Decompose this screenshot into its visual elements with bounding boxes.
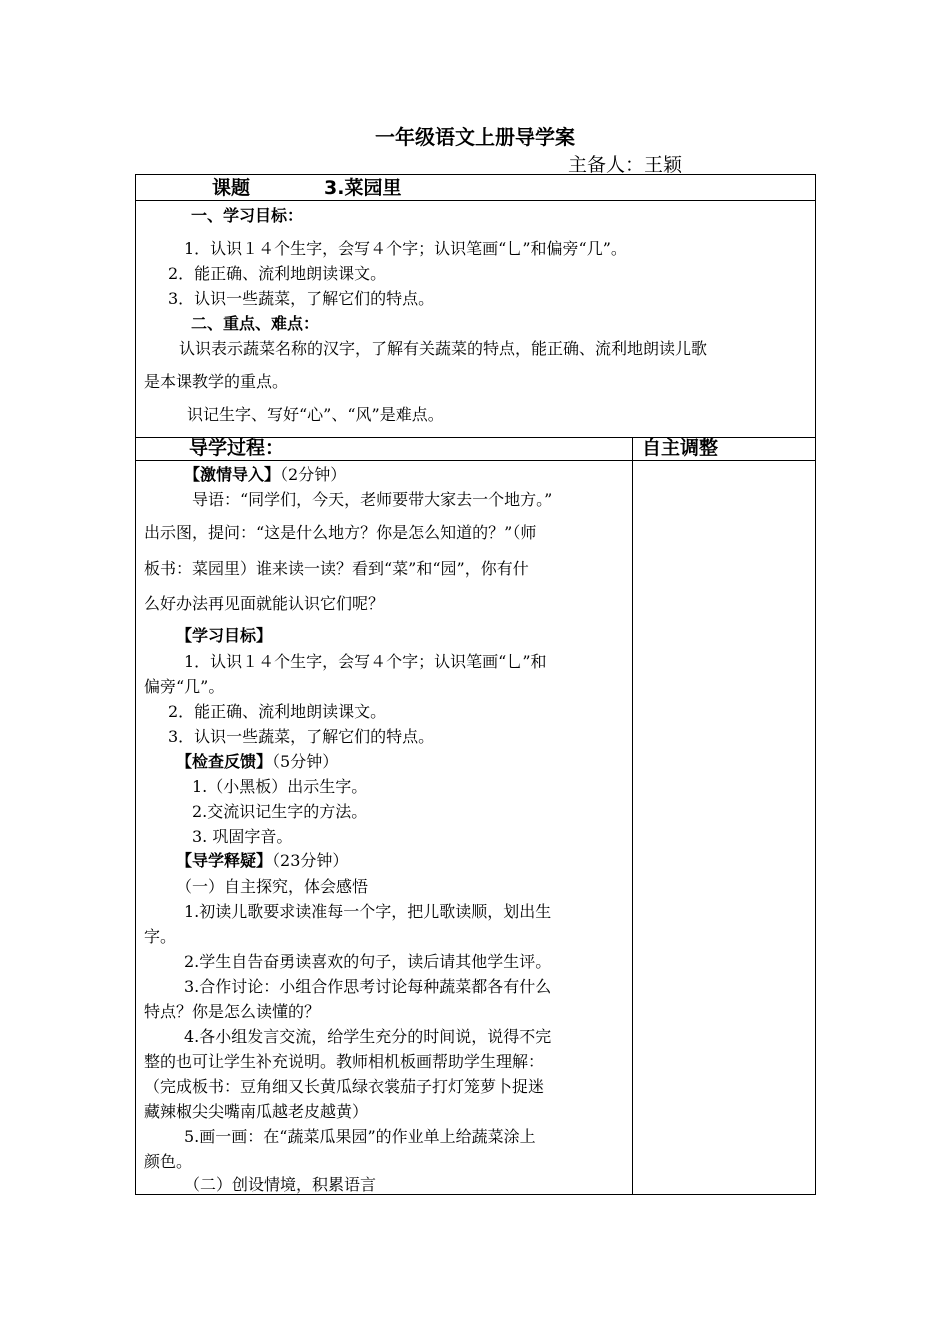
guide-line: 整的也可让学生补充说明。教师相机板画帮助学生理解：	[144, 1052, 545, 1071]
difficulty-text: 识记生字、写好“心”、“风”是难点。	[187, 405, 444, 424]
adjust-column-header: 自主调整	[642, 437, 719, 459]
intro-line: 么好办法再见面就能认识它们呢？	[144, 594, 385, 613]
goal-line: 1．认识１４个生字，会写４个字；认识笔画“乚”和	[184, 652, 547, 671]
goal-line: 3．认识一些蔬菜，了解它们的特点。	[168, 727, 435, 746]
check-line: 3. 巩固字音。	[192, 827, 293, 846]
guide-line: （二）创设情境，积累语言	[184, 1175, 377, 1194]
guide-line: 颜色。	[144, 1152, 193, 1171]
guide-line: 5.画一画：在“蔬菜瓜果园”的作业单上给蔬菜涂上	[184, 1127, 536, 1146]
column-divider	[632, 437, 633, 1194]
focus-heading: 二、重点、难点：	[191, 314, 320, 333]
author-line: 主备人：王颖	[568, 154, 683, 176]
topic-value: 3.菜园里	[324, 177, 402, 199]
check-line: 1.（小黑板）出示生字。	[192, 777, 368, 796]
check-line: 2.交流识记生字的方法。	[192, 802, 368, 821]
guide-line: （完成板书：豆角细又长黄瓜绿衣裳茄子打灯笼萝卜捉迷	[144, 1077, 545, 1096]
goal-item: 1．认识１４个生字，会写４个字；认识笔画“乚”和偏旁“几”。	[184, 239, 627, 258]
guide-line: 3.合作讨论：小组合作思考讨论每种蔬菜都各有什么	[184, 977, 552, 996]
section-heading: 【激情导入】（2分钟）	[184, 465, 347, 484]
guide-line: 字。	[144, 927, 177, 946]
topic-label: 课题	[212, 177, 251, 199]
guide-line: 藏辣椒尖尖嘴南瓜越老皮越黄）	[144, 1102, 369, 1121]
guide-line: （一）自主探究，体会感悟	[176, 877, 369, 896]
lesson-plan-table	[135, 174, 816, 1195]
section-heading: 【学习目标】	[176, 626, 273, 645]
focus-text: 是本课教学的重点。	[144, 372, 289, 391]
section-heading: 【检查反馈】（5分钟）	[176, 752, 339, 771]
goal-item: 3．认识一些蔬菜，了解它们的特点。	[168, 289, 435, 308]
goal-line: 2．能正确、流利地朗读课文。	[168, 702, 387, 721]
goal-line: 偏旁“几”。	[144, 677, 225, 696]
goals-heading: 一、学习目标：	[191, 206, 304, 225]
focus-text: 认识表示蔬菜名称的汉字，了解有关蔬菜的特点，能正确、流利地朗读儿歌	[179, 339, 708, 358]
process-column-header: 导学过程：	[189, 437, 285, 459]
guide-line: 2.学生自告奋勇读喜欢的句子，读后请其他学生评。	[184, 952, 552, 971]
guide-line: 1.初读儿歌要求读准每一个字，把儿歌读顺，划出生	[184, 902, 552, 921]
intro-line: 导语：“同学们，今天，老师要带大家去一个地方。”	[192, 490, 553, 509]
document-title: 一年级语文上册导学案	[375, 125, 575, 149]
goal-item: 2．能正确、流利地朗读课文。	[168, 264, 387, 283]
guide-line: 4.各小组发言交流，给学生充分的时间说，说得不完	[184, 1027, 552, 1046]
section-heading: 【导学释疑】（23分钟）	[176, 851, 349, 870]
table-divider	[136, 460, 815, 461]
intro-line: 出示图，提问：“这是什么地方？你是怎么知道的？”（师	[144, 523, 537, 542]
intro-line: 板书：菜园里）谁来读一读？看到“菜”和“园”，你有什	[144, 559, 529, 578]
guide-line: 特点？你是怎么读懂的？	[144, 1002, 321, 1021]
table-divider	[136, 200, 815, 201]
